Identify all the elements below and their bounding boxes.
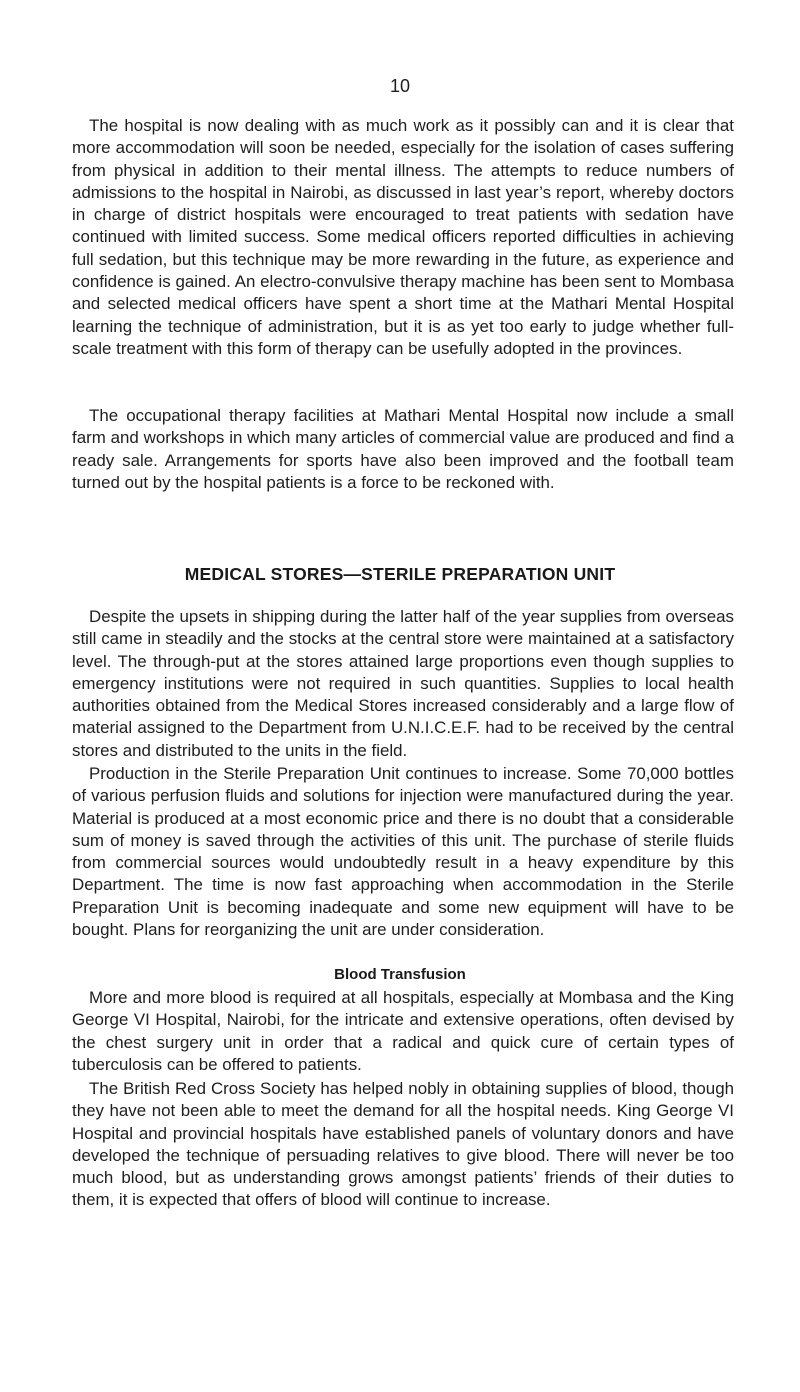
paragraph-hospital-accommodation: The hospital is now dealing with as much work as it possibly can and it is clear that more accommodation will soon be needed, especially for the isolation of cases suffering from physical in addition to their mental illness. The attempts to reduce numbers of admissions to the hospital in Nairobi, as discussed in last year’s report, whereby doctors in charge of district hospitals were encouraged to treat patients with sedation have continued with limited success. Some medical officers reported difficulties in achieving full sedation, but this technique may be more rewarding in the future, as experience and confidence is gained. An electro-convulsive therapy machine has been sent to Mombasa and selected medical officers have spent a short time at the Mathari Mental Hospital learning the technique of administration, but it is as yet too early to judge whether full-scale treatment with this form of therapy can be usefully adopted in the provinces. <box>72 116 734 358</box>
paragraph-occupational-therapy: The occupational therapy facilities at Mathari Mental Hospital now include a small farm and workshops in which many articles of commercial value are produced and find a ready sale. Arrangements for sports have also been improved and the football team turned out by the hospital patients is a force to be reckoned with. <box>72 406 734 492</box>
occupational-therapy-section <box>72 405 734 494</box>
blood-transfusion-heading: Blood Transfusion <box>334 966 466 983</box>
medical-stores-heading: MEDICAL STORES—STERILE PREPARATION UNIT <box>184 564 616 584</box>
mental-hospital-section <box>72 115 734 360</box>
red-cross-section <box>72 1078 734 1212</box>
sterile-preparation-section <box>72 763 734 941</box>
medical-stores-section <box>72 606 734 762</box>
paragraph-blood-required: More and more blood is required at all hospitals, especially at Mombasa and the King George VI Hospital, Nairobi, for the intricate and extensive operations, often devised by the chest surgery unit in order that a radical and quick cure of certain types of tuberculosis can be offered to patients. <box>72 988 734 1074</box>
paragraph-red-cross: The British Red Cross Society has helped nobly in obtaining supplies of blood, though they have not been able to meet the demand for all the hospital needs. King George VI Hospital and provincial hospitals have established panels of voluntary donors and have developed the technique of persuading relatives to give blood. There will never be too much blood, but as understanding grows amongst patients’ friends of their duties to them, it is expected that offers of blood will continue to increase. <box>72 1079 734 1210</box>
blood-transfusion-section <box>72 987 734 1076</box>
paragraph-medical-stores: Despite the upsets in shipping during the latter half of the year supplies from overseas still came in steadily and the stocks at the central store were maintained at a satisfactory level. The through-put at the stores attained large proportions even though supplies to emergency institutions were not required in such quantities. Supplies to local health authorities obtained from the Medical Stores increased considerably and a large flow of material assigned to the Department from U.N.I.C.E.F. had to be received by the central stores and distributed to the units in the field. <box>72 607 734 760</box>
page-number: 10 <box>389 76 411 96</box>
paragraph-sterile-preparation: Production in the Sterile Preparation Unit continues to increase. Some 70,000 bottles of various perfusion fluids and solutions for injection were manufactured during the year. Material is produced at a most economic price and there is no doubt that a considerable sum of money is saved through the activities of this unit. The purchase of sterile fluids from commercial sources would undoubtedly result in a heavy expenditure by this Department. The time is now fast approaching when accommodation in the Sterile Preparation Unit is becoming inadequate and some new equipment will have to be bought. Plans for reorganizing the unit are under consideration. <box>72 764 734 940</box>
